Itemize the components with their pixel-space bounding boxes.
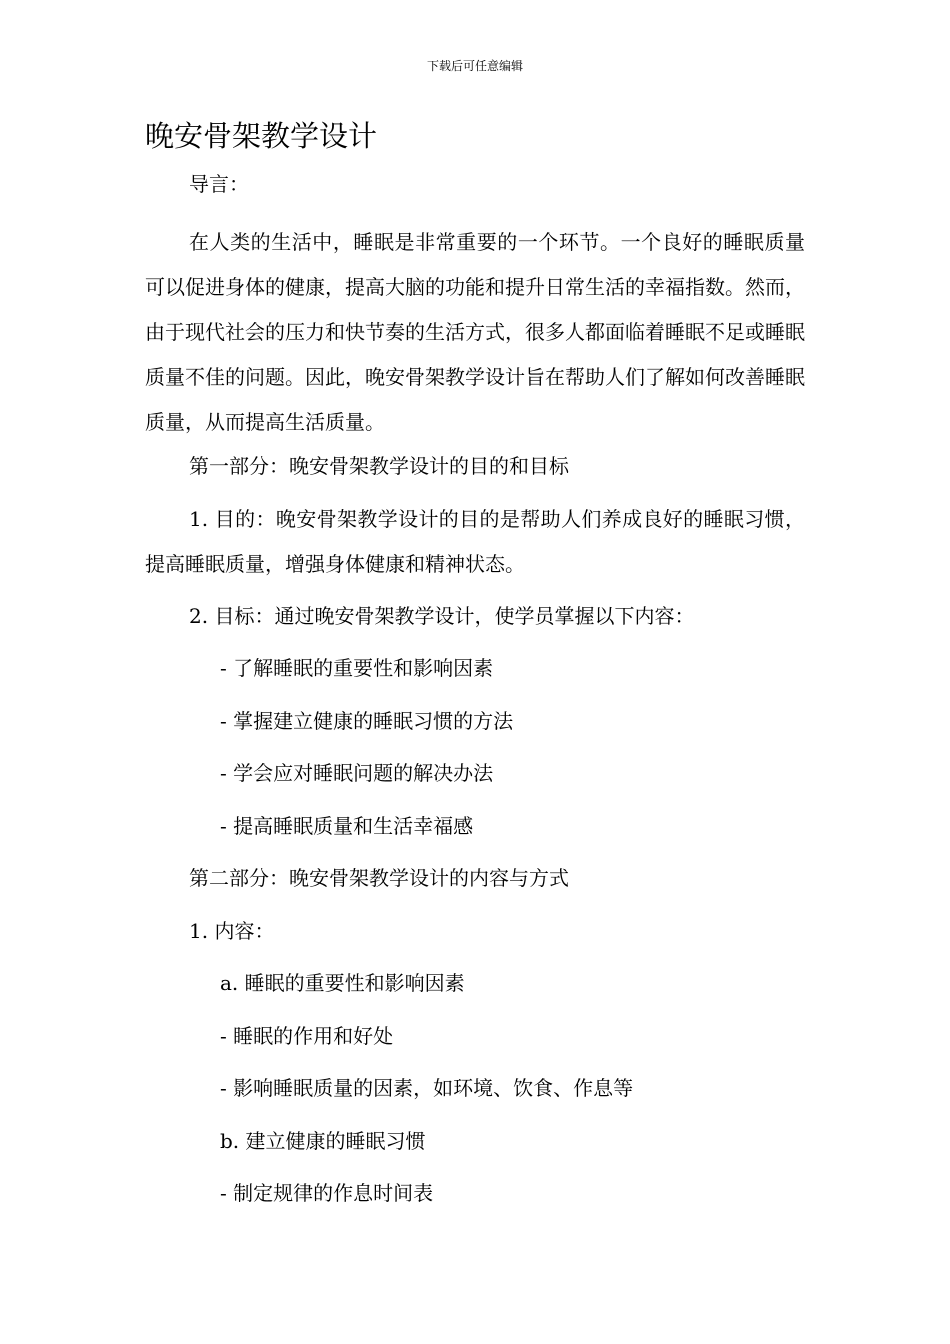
header-note: 下载后可任意编辑 [426, 59, 523, 73]
content-list-item: a. 睡眠的重要性和影响因素 [220, 971, 465, 995]
goal-list-item: - 了解睡眠的重要性和影响因素 [220, 656, 494, 680]
content-list-item: - 制定规律的作息时间表 [220, 1181, 434, 1205]
document-title: 晚安骨架教学设计 [145, 119, 378, 153]
part2-heading: 第二部分：晚安骨架教学设计的内容与方式 [189, 866, 569, 890]
goal-list-item: - 学会应对睡眠问题的解决办法 [220, 761, 494, 785]
content-list-item: b. 建立健康的睡眠习惯 [220, 1129, 426, 1153]
part2-item-content: 1. 内容： [189, 919, 275, 943]
intro-label: 导言： [189, 172, 249, 196]
content-list-item: - 睡眠的作用和好处 [220, 1024, 394, 1048]
content-list-item: - 影响睡眠质量的因素，如环境、饮食、作息等 [220, 1076, 634, 1100]
part1-heading: 第一部分：晚安骨架教学设计的目的和目标 [189, 454, 569, 478]
intro-paragraph: 在人类的生活中，睡眠是非常重要的一个环节。一个良好的睡眠质量可以促进身体的健康，提高大脑的功能和提升日常生活的幸福指数。然而，由于现代社会的压力和快节奏的生活方式，很多人都面临着睡眠不足或睡眠质量不佳的问题。因此，晚安骨架教学设计旨在帮助人们了解如何改善睡眠质量，从而提高生活质量。 [145, 230, 805, 434]
goal-list-item: - 掌握建立健康的睡眠习惯的方法 [220, 709, 514, 733]
part1-item-goals: 2. 目标：通过晚安骨架教学设计，使学员掌握以下内容： [189, 604, 695, 628]
part1-item-purpose: 1. 目的：晚安骨架教学设计的目的是帮助人们养成良好的睡眠习惯，提高睡眠质量，增强身体健康和精神状态。 [145, 507, 805, 576]
goal-list-item: - 提高睡眠质量和生活幸福感 [220, 814, 474, 838]
